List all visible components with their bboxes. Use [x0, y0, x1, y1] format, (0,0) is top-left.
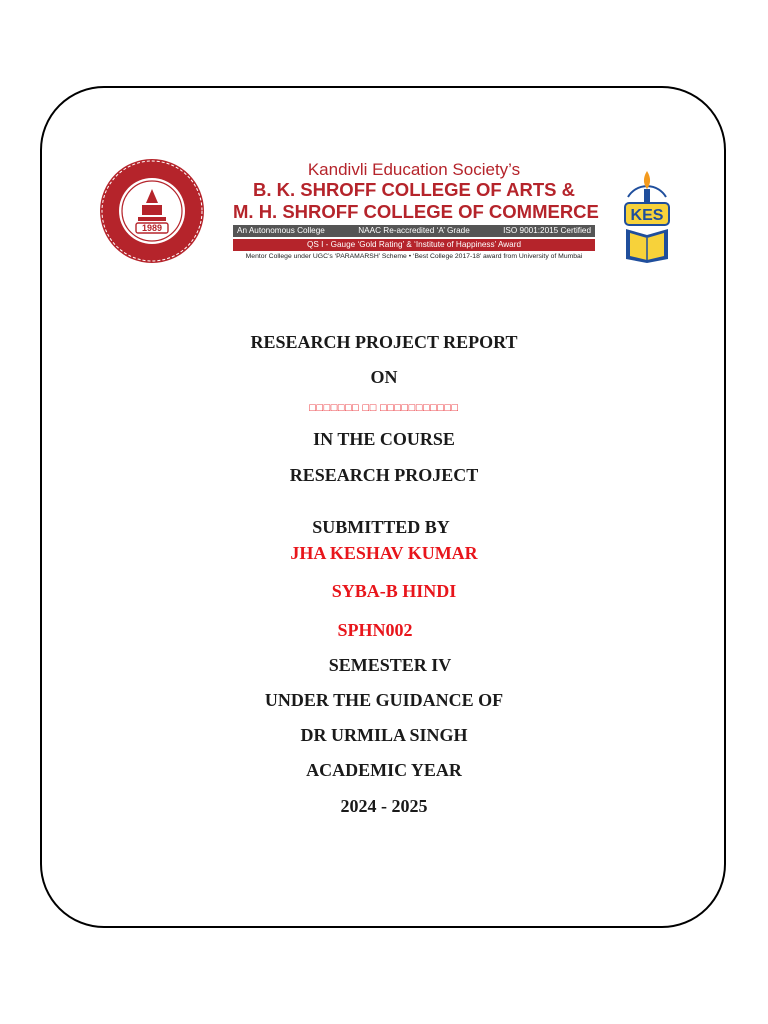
student-roll: SPHN002 [337, 620, 413, 640]
course-line: IN THE COURSE [313, 429, 455, 449]
society-name: Kandivli Education Society’s [307, 160, 521, 179]
report-heading: RESEARCH PROJECT REPORT [250, 332, 518, 352]
accreditation-autonomous: An Autonomous College [237, 226, 325, 235]
seal-year: 1989 [141, 223, 163, 233]
accreditation-iso: ISO 9001:2015 Certified [503, 226, 591, 235]
academic-year-label: ACADEMIC YEAR [306, 760, 462, 780]
kes-initials: KES [630, 207, 664, 224]
kes-torch-emblem-icon [622, 167, 672, 265]
college-name-line-2: M. H. SHROFF COLLEGE OF COMMERCE [233, 201, 599, 222]
college-name-line-1: B. K. SHROFF COLLEGE OF ARTS & [252, 179, 576, 200]
guidance-label: UNDER THE GUIDANCE OF [264, 690, 504, 710]
mentor-line: Mentor College under UGC’s ‘PARAMARSH’ Scheme • ‘Best College 2017-18’ award from University of Mumbai [245, 253, 583, 260]
guide-name: DR URMILA SINGH [300, 725, 468, 745]
semester: SEMESTER IV [328, 655, 452, 675]
college-banner [233, 160, 599, 262]
report-topic: □□□□□□□ □□ □□□□□□□□□□□ [309, 402, 459, 414]
course-name: RESEARCH PROJECT [289, 465, 479, 485]
student-name: JHA KESHAV KUMAR [290, 543, 478, 563]
student-class: SYBA-B HINDI [331, 581, 457, 601]
award-bar: QS I - Gauge ‘Gold Rating’ & ‘Institute of Happiness’ Award [233, 239, 595, 251]
academic-year: 2024 - 2025 [340, 796, 428, 816]
accreditation-bar [233, 225, 595, 237]
college-seal-icon [98, 157, 206, 265]
submitted-by-label: SUBMITTED BY [312, 517, 450, 537]
report-on: ON [370, 367, 398, 387]
accreditation-naac: NAAC Re-accredited ‘A’ Grade [358, 226, 470, 235]
